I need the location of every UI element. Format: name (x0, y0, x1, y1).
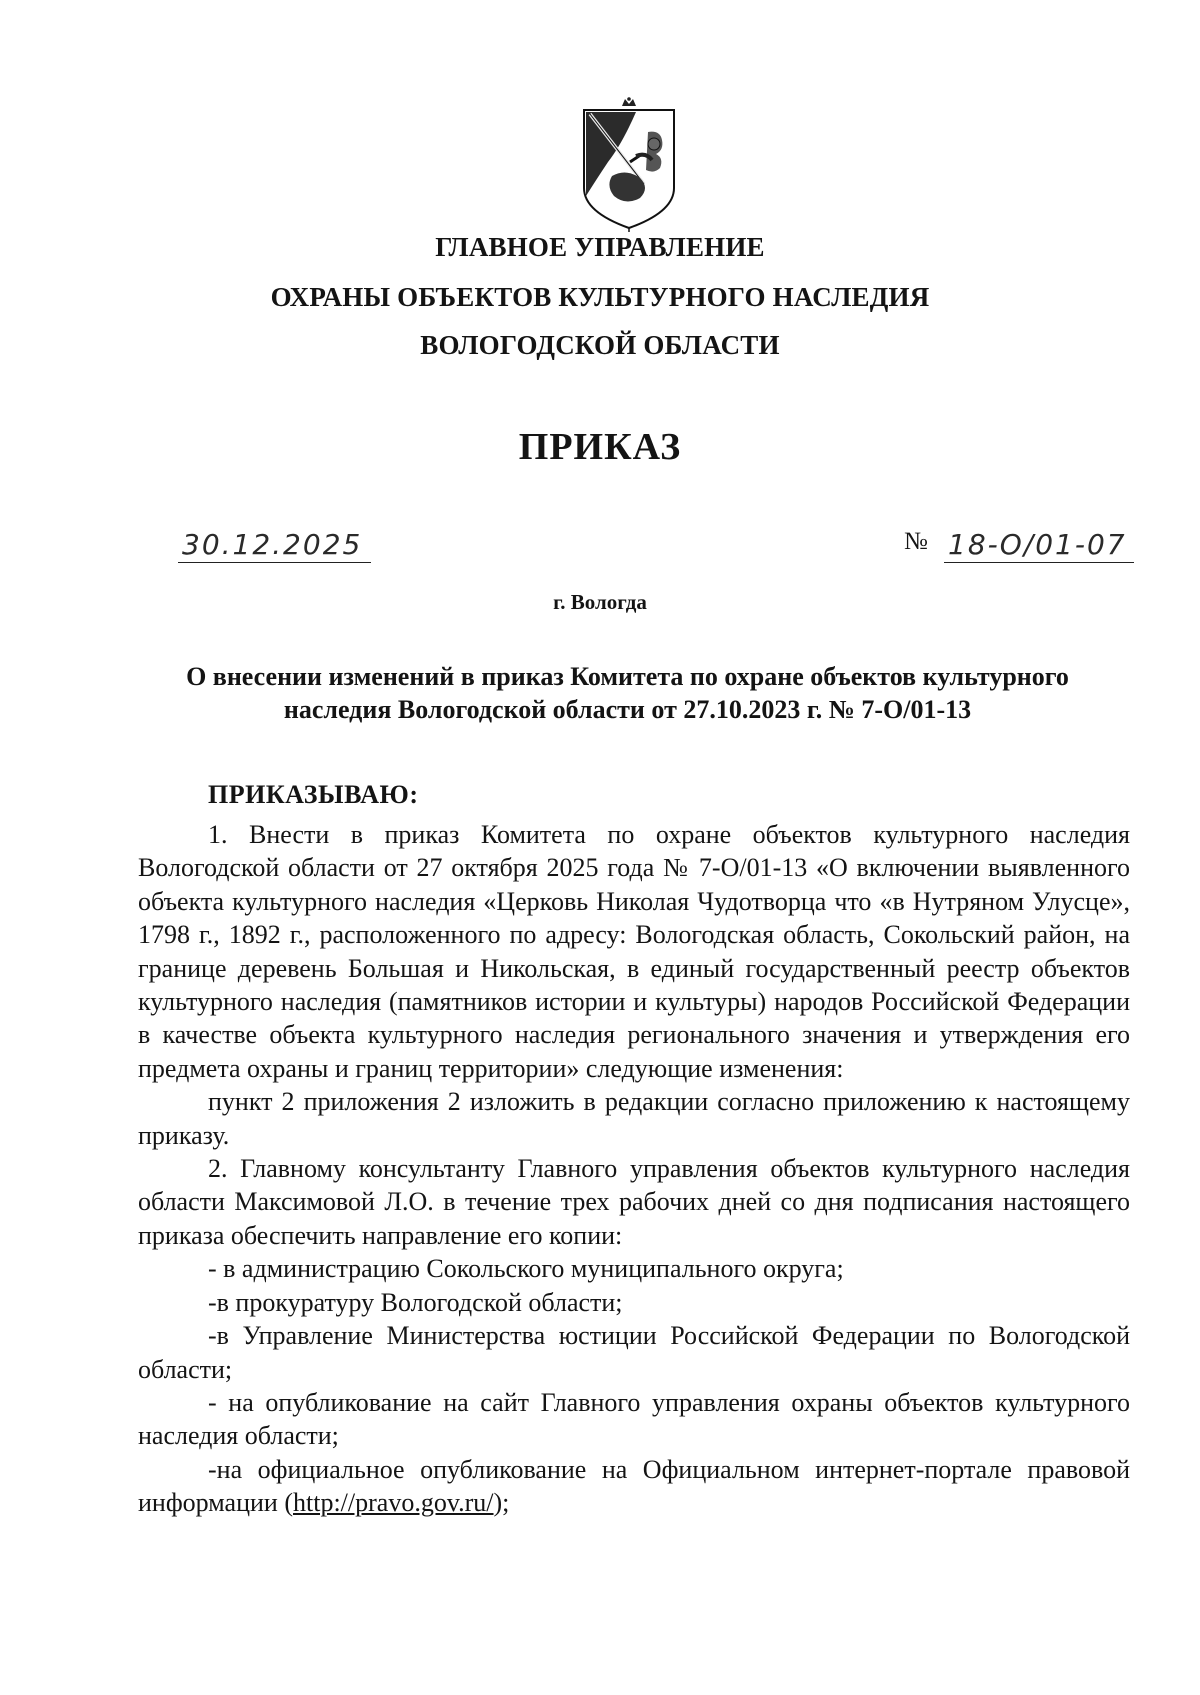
document-type-title: ПРИКАЗ (518, 426, 682, 468)
paragraph-1: 1. Внести в приказ Комитета по охране объектов культурного наследия Вологодской области от 27 октября 2025 года № 7-О/01-13 «О включении выявленного объекта культурного наследия «Церковь Николая Чудотворца что «в Нутряном Улусце», 1798 г., 1892 г., расположенного по адресу: Вологодская область, Сокольский район, на границе деревень Большая и Никольская, в единый государственный реестр объектов культурного наследия (памятников истории и культуры) народов Российской Федерации в качестве объекта культурного наследия регионального значения и утверждения его предмета охраны и границ территории» следующие изменения: (138, 820, 1130, 1083)
number-label: № (904, 528, 928, 555)
list-item-prosecutor: -в прокуратуру Вологодской области; (208, 1287, 623, 1317)
document-body (138, 818, 1130, 1520)
pravo-link[interactable]: http://pravo.gov.ru/ (293, 1488, 494, 1518)
number-field (944, 528, 1134, 563)
organization-line-2: ОХРАНЫ ОБЪЕКТОВ КУЛЬТУРНОГО НАСЛЕДИЯ (270, 282, 930, 312)
paragraph-3: 2. Главному консультанту Главного управления объектов культурного наследия области Максимовой Л.О. в течение трех рабочих дней со дня подписания настоящего приказа обеспечить направление его копии: (138, 1154, 1130, 1250)
portal-text: -на официальное опубликование на Официальном интернет-портале правовой информации ( (138, 1454, 1130, 1518)
coat-of-arms-emblem (578, 96, 680, 232)
handwritten-date: 30.12.2025 (182, 528, 363, 561)
list-item-official-portal (138, 1453, 1130, 1520)
document-subject: О внесении изменений в приказ Комитета по охране объектов культурного наследия Вологодской области от 27.10.2023 г. № 7-О/01-13 (186, 662, 1069, 724)
list-item-website: - на опубликование на сайт Главного управления охраны объектов культурного наследия области; (138, 1387, 1130, 1451)
city-line: г. Вологда (553, 590, 647, 614)
organization-line-1: ГЛАВНОЕ УПРАВЛЕНИЕ (435, 232, 765, 262)
list-item-justice-ministry: -в Управление Министерства юстиции Российской Федерации по Вологодской области; (138, 1321, 1130, 1384)
portal-text-end: ); (493, 1488, 510, 1518)
paragraph-2: пункт 2 приложения 2 изложить в редакции согласно приложению к настоящему приказу. (138, 1087, 1130, 1150)
handwritten-number: 18-О/01-07 (948, 528, 1127, 561)
date-field (178, 528, 371, 563)
orders-heading: ПРИКАЗЫВАЮ: (208, 780, 419, 809)
organization-line-3: ВОЛОГОДСКОЙ ОБЛАСТИ (420, 330, 780, 360)
list-item-administration: - в администрацию Сокольского муниципального округа; (208, 1254, 844, 1284)
